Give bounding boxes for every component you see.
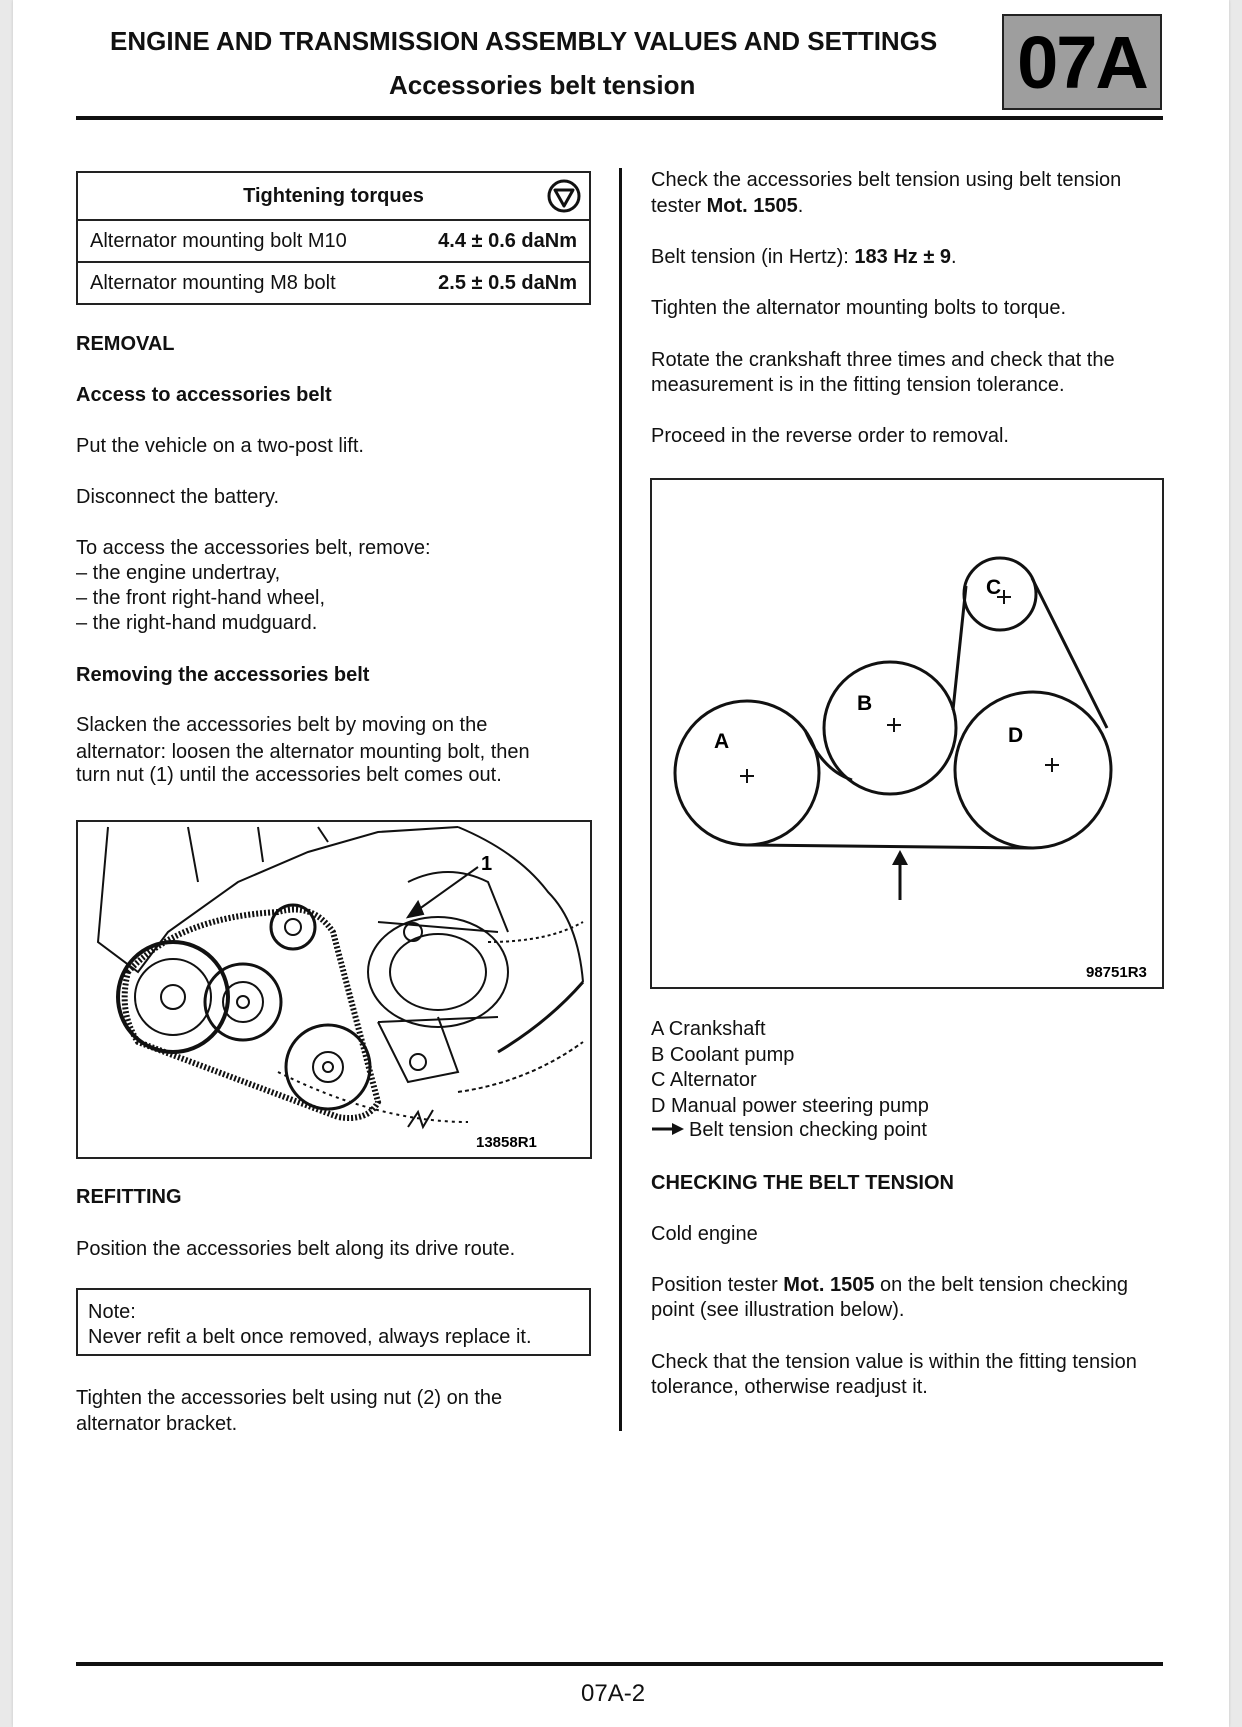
column-divider	[619, 168, 622, 1431]
paragraph-position-tester-line: point (see illustration below).	[651, 1299, 905, 1321]
removal-heading: REMOVAL	[76, 333, 175, 355]
torque-value: 2.5 ± 0.5 daNm	[401, 262, 590, 304]
pulley-label: B	[857, 692, 873, 715]
subtitle: Accessories belt tension	[389, 70, 696, 100]
paragraph-within-line: tolerance, otherwise readjust it.	[651, 1376, 928, 1398]
main-title: ENGINE AND TRANSMISSION ASSEMBLY VALUES AND SETTINGS	[110, 26, 938, 56]
paragraph-tighten-line: Tighten the accessories belt using nut (2) on the	[76, 1387, 503, 1409]
figure-callout-1: 1	[481, 853, 493, 875]
torque-label: Alternator mounting bolt M10	[77, 220, 401, 262]
legend-item-arrow: Belt tension checking point	[651, 1118, 927, 1143]
torque-label: Alternator mounting M8 bolt	[77, 262, 401, 304]
paragraph-slacken-line: turn nut (1) until the accessories belt comes out.	[76, 764, 502, 786]
torque-value: 4.4 ± 0.6 daNm	[401, 220, 590, 262]
paragraph-position-tester-line: Position tester Mot. 1505 on the belt tension checking	[651, 1274, 1128, 1296]
list-item: – the engine undertray,	[76, 562, 281, 584]
page-number: 07A-2	[581, 1680, 646, 1707]
refitting-heading: REFITTING	[76, 1186, 182, 1208]
checking-heading: CHECKING THE BELT TENSION	[651, 1172, 954, 1194]
header-rule	[76, 116, 1163, 120]
paragraph-within-line: Check that the tension value is within the fitting tension	[651, 1351, 1137, 1373]
paragraph-cold: Cold engine	[651, 1223, 758, 1245]
footer-rule	[76, 1662, 1163, 1666]
belt-routing-diagram	[650, 478, 1164, 989]
pulley-label: A	[714, 730, 730, 753]
pulley-label: C	[986, 576, 1002, 599]
pulley-d	[955, 692, 1111, 848]
paragraph-rotate-line: Rotate the crankshaft three times and check that the	[651, 349, 1115, 371]
legend-item: B Coolant pump	[651, 1044, 795, 1066]
arrow-right-icon	[651, 1118, 685, 1143]
engine-belt-drawing	[78, 822, 590, 1157]
pulley-label: D	[1008, 724, 1024, 747]
legend-item: A Crankshaft	[651, 1018, 766, 1040]
checking-point-arrow	[892, 850, 908, 900]
access-heading: Access to accessories belt	[76, 384, 332, 406]
list-item: – the right-hand mudguard.	[76, 612, 318, 634]
paragraph-slacken-line: Slacken the accessories belt by moving on the	[76, 714, 488, 736]
pulley-b	[824, 662, 956, 794]
legend-item: C Alternator	[651, 1069, 757, 1091]
paragraph-lift: Put the vehicle on a two-post lift.	[76, 435, 364, 457]
paragraph-position: Position the accessories belt along its drive route.	[76, 1238, 516, 1260]
tool-reference: Mot. 1505	[783, 1274, 875, 1296]
document-page	[13, 0, 1229, 1727]
diagram-reference: 98751R3	[1086, 964, 1147, 981]
paragraph-torque: Tighten the alternator mounting bolts to torque.	[651, 297, 1067, 319]
engine-belt-figure	[76, 820, 592, 1159]
torque-table	[76, 171, 591, 305]
section-code-badge: 07A	[1002, 14, 1162, 110]
note-box	[76, 1288, 591, 1356]
paragraph-tighten-line: alternator bracket.	[76, 1413, 238, 1435]
torque-table-title: Tightening torques	[243, 184, 424, 207]
paragraph-check-line: tester Mot. 1505.	[651, 195, 804, 217]
paragraph-tension: Belt tension (in Hertz): 183 Hz ± 9.	[651, 246, 957, 268]
torque-row	[77, 262, 590, 304]
torque-icon	[547, 179, 581, 219]
note-label: Note:	[88, 1301, 136, 1323]
tool-reference: Mot. 1505	[706, 195, 798, 217]
paragraph-reverse: Proceed in the reverse order to removal.	[651, 425, 1009, 447]
paragraph-slacken-line: alternator: loosen the alternator mounting bolt, then	[76, 741, 530, 763]
torque-table-header	[77, 172, 590, 220]
note-text: Never refit a belt once removed, always replace it.	[88, 1326, 532, 1348]
removing-heading: Removing the accessories belt	[76, 664, 370, 686]
tension-value: 183 Hz ± 9	[854, 246, 952, 268]
paragraph-check-line: Check the accessories belt tension using belt tension	[651, 169, 1122, 191]
paragraph-access-intro: To access the accessories belt, remove:	[76, 537, 431, 559]
torque-row	[77, 220, 590, 262]
list-item: – the front right-hand wheel,	[76, 587, 326, 609]
belt-routing-drawing	[652, 480, 1162, 987]
figure-reference: 13858R1	[476, 1134, 537, 1151]
paragraph-battery: Disconnect the battery.	[76, 486, 280, 508]
legend-item: D Manual power steering pump	[651, 1095, 929, 1117]
paragraph-rotate-line: measurement is in the fitting tension tolerance.	[651, 374, 1065, 396]
